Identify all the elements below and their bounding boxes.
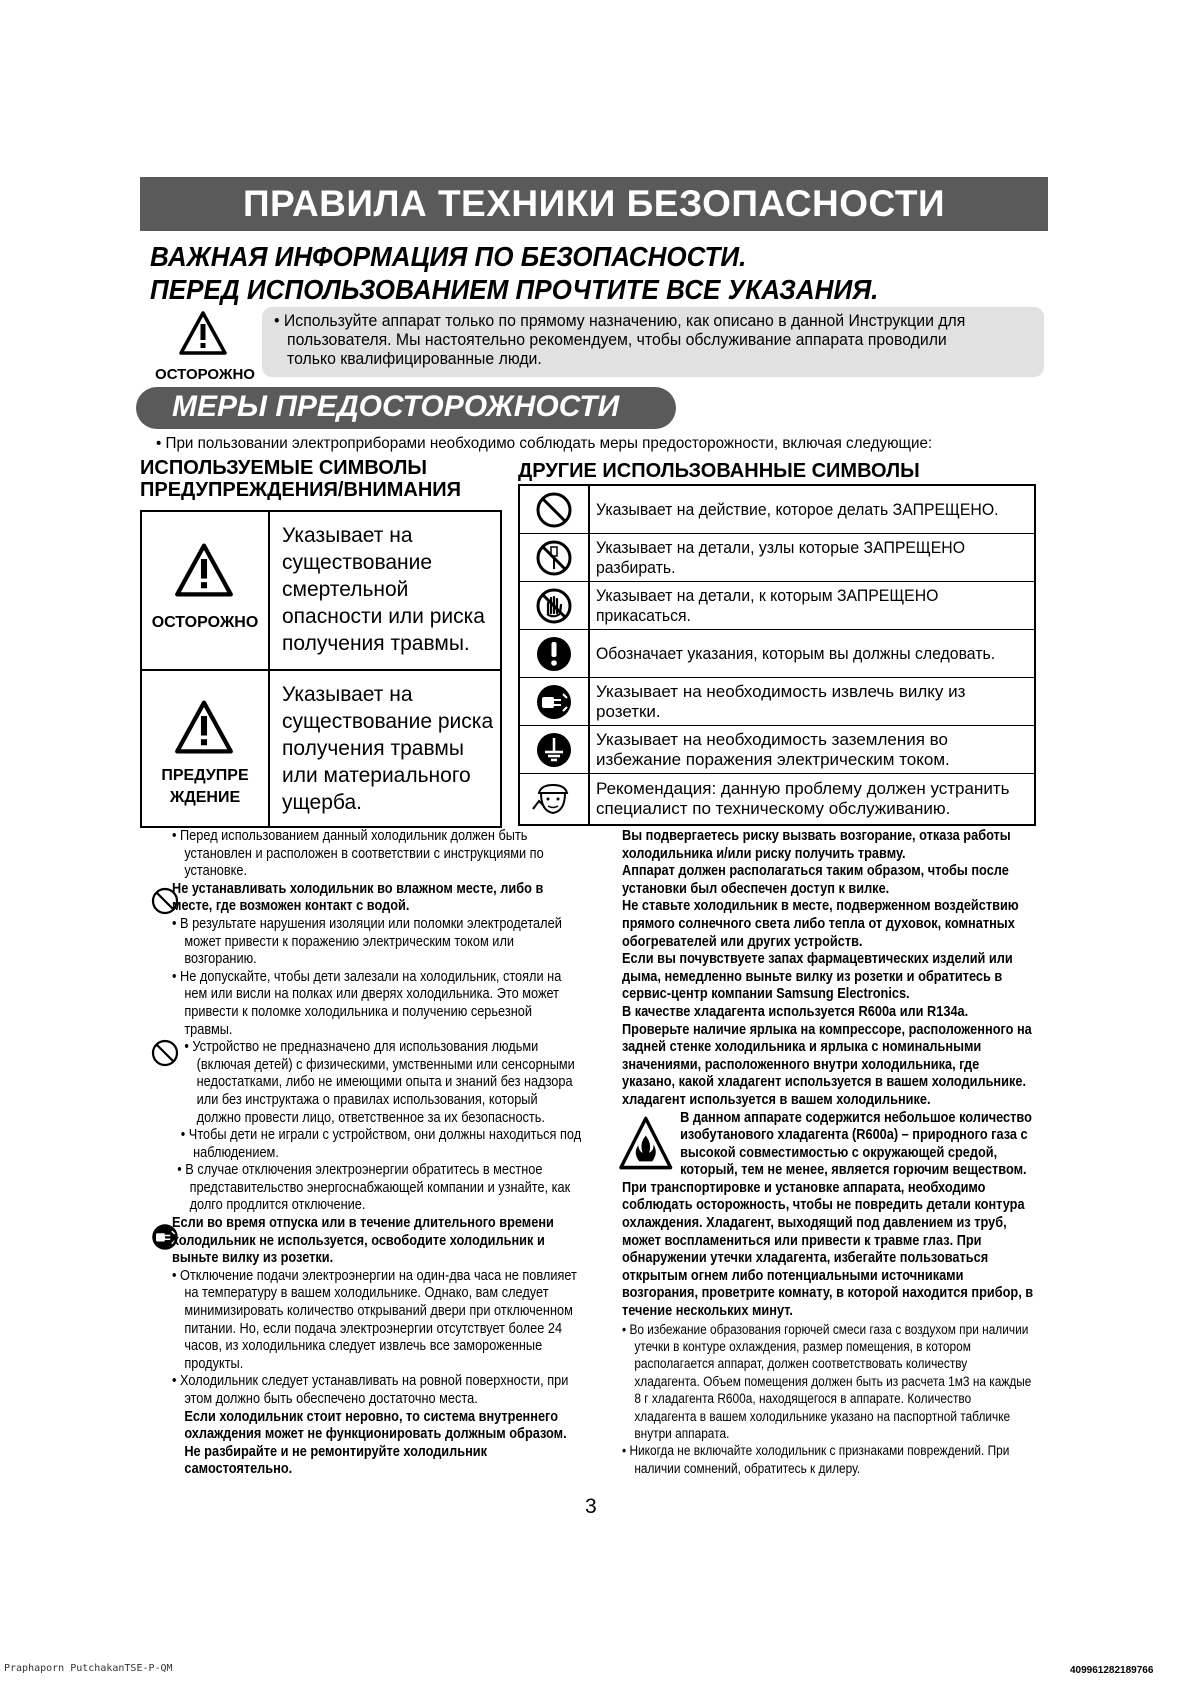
caution-row-label: ОСТОРОЖНО (151, 614, 259, 631)
paragraph: Если во время отпуска или в течение длительного времени холодильник не используется, освободите холодильник и выньте вилку из розетки. (172, 1215, 554, 1267)
other-symbols-heading: ДРУГИЕ ИСПОЛЬЗОВАННЫЕ СИМВОЛЫ (518, 460, 920, 482)
paragraph: • Устройство не предназначено для использования людьми (включая детей) с физическими, умственными или сенсорными недостатками, либо не имеющими опыта и знаний без надзора или без инструктажа о правилах использования, который должно провести лицо, ответственное за их безопасность. (184, 1039, 575, 1126)
paragraph: • Отключение подачи электроэнергии на один-два часа не повлияет на температуру в вашем холодильнике. Однако, вам следует минимизировать количество открываний двери при отключенном питании. Но, если подача электроэнергии отсутствует более 24 часов, из холодильника следует извлечь все замороженные продукты. (172, 1267, 577, 1372)
paragraph: • В случае отключения электроэнергии обратитесь в местное представительство энергоснабжающей компании и узнайте, как долго продлится отключение. (177, 1162, 571, 1214)
paragraph: • Не допускайте, чтобы дети залезали на холодильник, стояли на нем или висли на полках или дверях холодильника. Это может привести к поломке холодильника и получению серьезной травмы. (172, 968, 562, 1038)
warning-row-label-1: ПРЕДУПРЕ (161, 767, 249, 784)
symbol-icon-cell (520, 630, 590, 677)
warning-row-label-2: ЖДЕНИЕ (169, 789, 241, 806)
symbol-row (520, 774, 1034, 824)
symbol-text: Указывает на необходимость извлечь вилку из розетки. (596, 681, 966, 721)
paragraph: • Холодильник следует устанавливать на ровной поверхности, при этом должно быть обеспечено достаточно места. (172, 1373, 569, 1407)
used-symbols-title-1: ИСПОЛЬЗУЕМЫЕ СИМВОЛЫ (140, 457, 427, 479)
paragraph: • В результате нарушения изоляции или поломки электродеталей может привести к поражению электрическим током или возгоранию. (172, 915, 562, 968)
warning-row-warning (142, 671, 500, 826)
symbol-icon-cell (520, 534, 590, 581)
symbol-text: Обозначает указания, которым вы должны следовать. (596, 643, 996, 663)
warning-triangle-icon (178, 310, 228, 356)
warning-row-icon-cell (142, 671, 270, 826)
symbol-text: Указывает на действие, которое делать ЗАПРЕЩЕНО. (596, 499, 999, 519)
footer-code: 409961282189766 (1070, 1665, 1154, 1676)
paragraph: • Никогда не включайте холодильник с признаками повреждений. При наличии сомнений, обратитесь к дилеру. (622, 1443, 1010, 1476)
unplug-icon (534, 682, 574, 722)
flammable-warning-icon (618, 1116, 673, 1170)
caution-row-text: Указывает на существование смертельной опасности или риска получения травмы. (282, 524, 485, 655)
prohibited-icon (534, 490, 574, 530)
used-symbols-title-2: ПРЕДУПРЕЖДЕНИЯ/ВНИМАНИЯ (140, 479, 462, 501)
used-symbols-heading (140, 457, 461, 501)
paragraph: хладагент используется в вашем холодильнике. (622, 1091, 931, 1108)
ground-icon (534, 730, 574, 770)
caution-label: ОСТОРОЖНО (155, 366, 255, 383)
precautions-title-bar (136, 387, 676, 429)
symbol-icon-cell (520, 678, 590, 725)
paragraph: • Перед использованием данный холодильник должен быть установлен и расположен в соответствии с инструкциями по установке. (172, 828, 544, 880)
warning-triangle-icon (173, 542, 235, 598)
paragraph: • Чтобы дети не играли с устройством, они должны находиться под наблюдением. (180, 1127, 582, 1161)
symbol-row (520, 678, 1034, 726)
precautions-title: МЕРЫ ПРЕДОСТОРОЖНОСТИ (172, 390, 620, 423)
paragraph: В качестве хладагента используется R600a или R134a. Проверьте наличие ярлыка на компрессоре, расположенного на задней стенке холодильника и ярлыка с номинальными значениями, расположенного внутри холодильника, где указано, какой хладагент используется в вашем холодильнике. (622, 1003, 1032, 1091)
paragraph: В данном аппарате содержится небольшое количество изобутанового хладагента (R600a) – природного газа с высокой совместимостью с окружающей средой, который, тем не менее, является горючим веществом. (680, 1109, 1032, 1179)
paragraph: Вы подвергаетесь риску вызвать возгорание, отказа работы холодильника и/или риску получить травму. (622, 828, 1011, 862)
symbol-icon-cell (520, 582, 590, 629)
paragraph: Если вы почувствуете запах фармацевтических изделий или дыма, немедленно выньте вилку из розетки и обратитесь в сервис-центр компании Samsung Electronics. (622, 951, 1013, 1003)
symbol-row (520, 534, 1034, 582)
warning-row-icon-cell (142, 512, 270, 669)
subtitle-line-2: ПЕРЕД ИСПОЛЬЗОВАНИЕМ ПРОЧТИТЕ ВСЕ УКАЗАНИЯ. (150, 274, 879, 305)
symbol-icon-cell (520, 486, 590, 533)
warning-triangle-icon (173, 699, 235, 755)
usage-notice-text: • Используйте аппарат только по прямому назначению, как описано в данной Инструкции для пользователя. Мы настоятельно рекомендуем, чтобы обслуживание аппарата проводили только квалифицированные люди. (274, 311, 966, 368)
symbol-icon-cell (520, 774, 590, 824)
footer-author: Praphaporn PutchakanTSE-P-QM (4, 1663, 173, 1674)
no-disassembly-icon (534, 538, 574, 578)
symbol-text: Рекомендация: данную проблему должен устранить специалист по техническому обслуживанию. (596, 779, 1010, 818)
page-number: 3 (585, 1495, 597, 1518)
warning-row-text: Указывает на существование риска получения травмы или материального ущерба. (282, 683, 494, 814)
symbol-icon-cell (520, 726, 590, 773)
mandatory-icon (534, 634, 574, 674)
flammable-block (622, 1110, 1036, 1180)
paragraph: Если холодильник стоит неровно, то система внутреннего охлаждения может не функционировать должным образом. Не разбирайте и не ремонтируйте холодильник самостоятельно. (184, 1408, 567, 1478)
technician-icon (531, 779, 577, 819)
symbol-text: Указывает на необходимость заземления во избежание поражения электрическим током. (596, 729, 950, 769)
symbol-text: Указывает на детали, узлы которые ЗАПРЕЩЕНО разбирать. (596, 537, 966, 577)
right-column (622, 828, 1036, 1477)
paragraph: • Во избежание образования горючей смеси газа с воздухом при наличии утечки в контуре охлаждения, размер помещения, в котором располагается аппарат, должен соответствовать количеству хладагента. Объем помещения должен быть из расчета 1м3 на каждые 8 г хладагента R600a, находящегося в аппарате. Количество хладагента в вашем холодильнике указано на паспортной табличке внутри аппарата. (622, 1321, 1032, 1442)
warning-symbols-table (140, 510, 502, 828)
other-symbols-table (518, 484, 1036, 826)
left-column (172, 828, 582, 1479)
subtitle-line-1: ВАЖНАЯ ИНФОРМАЦИЯ ПО БЕЗОПАСНОСТИ. (150, 241, 747, 272)
paragraph: Не ставьте холодильник в месте, подверженном воздействию прямого солнечного света либо тепла от духовок, комнатных обогревателей или других устройств. (622, 898, 1019, 950)
symbol-row (520, 726, 1034, 774)
symbol-text: Указывает на детали, к которым ЗАПРЕЩЕНО прикасаться. (596, 585, 939, 625)
page-banner: ПРАВИЛА ТЕХНИКИ БЕЗОПАСНОСТИ (140, 177, 1048, 231)
paragraph: Аппарат должен располагаться таким образом, чтобы после установки был обеспечен доступ к вилке. (622, 863, 1009, 897)
important-info-heading (150, 240, 878, 306)
symbol-row (520, 486, 1034, 534)
paragraph: При транспортировке и установке аппарата, необходимо соблюдать осторожность, чтобы не повредить детали контура охлаждения. Хладагент, выходящий под давлением из труб, может воспламениться или привести к травме глаз. При обнаружении утечки хладагента, избегайте пользоваться открытым огнем либо потенциальными источниками возгорания, проветрите комнату, в которой находится прибор, в течение нескольких минут. (622, 1179, 1034, 1320)
symbol-row (520, 582, 1034, 630)
warning-row-caution (142, 512, 500, 671)
usage-notice (262, 307, 1044, 377)
symbol-row (520, 630, 1034, 678)
paragraph: Не устанавливать холодильник во влажном месте, либо в месте, где возможен контакт с водой. (172, 880, 544, 915)
precautions-intro: • При пользовании электроприборами необходимо соблюдать меры предосторожности, включая следующие: (156, 435, 933, 452)
no-touch-icon (534, 586, 574, 626)
